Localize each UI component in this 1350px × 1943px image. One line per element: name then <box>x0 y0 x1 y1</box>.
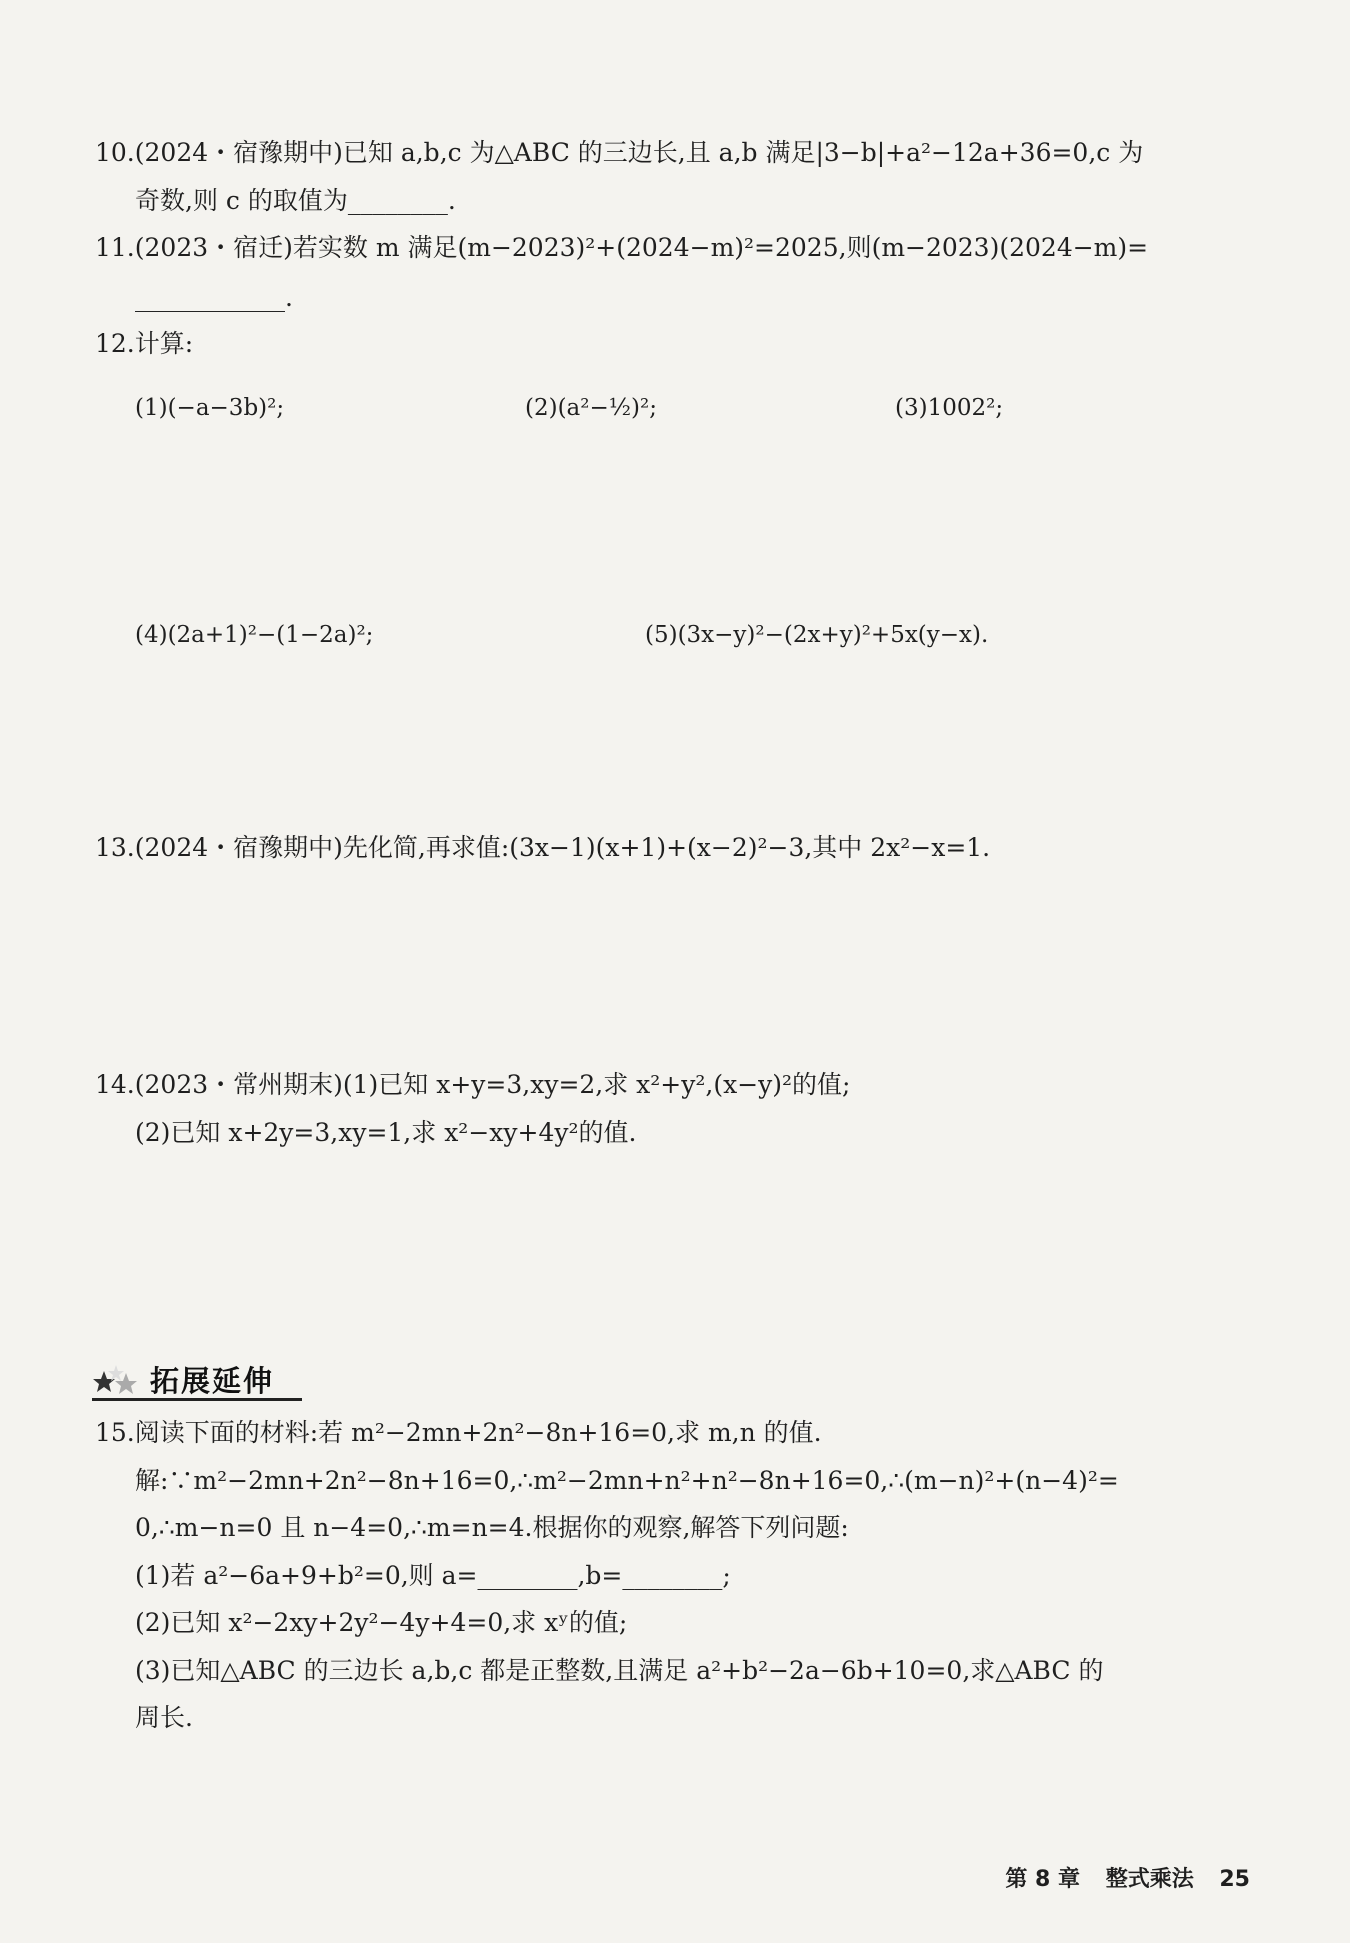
page-footer <box>987 1862 1250 1893</box>
question-15-line-5: (2)已知 x²−2xy+2y²−4y+4=0,求 xʸ的值; <box>135 1608 628 1637</box>
question-15-line-1: 15.阅读下面的材料:若 m²−2mn+2n²−8n+16=0,求 m,n 的值. <box>95 1418 822 1447</box>
footer-topic: 整式乘法 <box>1105 1867 1194 1892</box>
section-header-extension <box>92 1355 302 1403</box>
question-15-line-3: 0,∴m−n=0 且 n−4=0,∴m=n=4.根据你的观察,解答下列问题: <box>135 1513 849 1542</box>
question-15-line-6: (3)已知△ABC 的三边长 a,b,c 都是正整数,且满足 a²+b²−2a−6b+10=0,求△ABC 的 <box>135 1656 1104 1685</box>
question-10-line-2: 奇数,则 c 的取值为________. <box>135 186 456 215</box>
question-12-part-2: (2)(a²−½)²; <box>525 395 657 421</box>
question-12-part-4: (4)(2a+1)²−(1−2a)²; <box>135 622 374 648</box>
question-10-line-1: 10.(2024・宿豫期中)已知 a,b,c 为△ABC 的三边长,且 a,b 满足|3−b|+a²−12a+36=0,c 为 <box>95 138 1144 167</box>
footer-chapter: 第 8 章 <box>1005 1867 1081 1892</box>
question-15-line-2: 解:∵m²−2mn+2n²−8n+16=0,∴m²−2mn+n²+n²−8n+16=0,∴(m−n)²+(n−4)²= <box>135 1466 1119 1495</box>
question-12-part-3: (3)1002²; <box>895 395 1004 421</box>
question-11-line-2: ____________. <box>135 283 293 312</box>
section-title: 拓展延伸 <box>150 1364 275 1398</box>
question-13: 13.(2024・宿豫期中)先化简,再求值:(3x−1)(x+1)+(x−2)²−3,其中 2x²−x=1. <box>95 833 991 862</box>
question-12-stem: 12.计算: <box>95 329 194 358</box>
question-15-line-7: 周长. <box>135 1703 193 1732</box>
footer-page-number: 25 <box>1219 1867 1250 1892</box>
stars-icon <box>92 1365 152 1401</box>
question-12-part-1: (1)(−a−3b)²; <box>135 395 285 421</box>
question-11-line-1: 11.(2023・宿迁)若实数 m 满足(m−2023)²+(2024−m)²=2025,则(m−2023)(2024−m)= <box>95 233 1149 262</box>
question-15-line-4: (1)若 a²−6a+9+b²=0,则 a=________,b=________; <box>135 1561 731 1590</box>
question-14-line-2: (2)已知 x+2y=3,xy=1,求 x²−xy+4y²的值. <box>135 1118 637 1147</box>
question-14-line-1: 14.(2023・常州期末)(1)已知 x+y=3,xy=2,求 x²+y²,(x−y)²的值; <box>95 1070 851 1099</box>
section-underline <box>92 1398 302 1401</box>
question-12-part-5: (5)(3x−y)²−(2x+y)²+5x(y−x). <box>645 622 989 648</box>
